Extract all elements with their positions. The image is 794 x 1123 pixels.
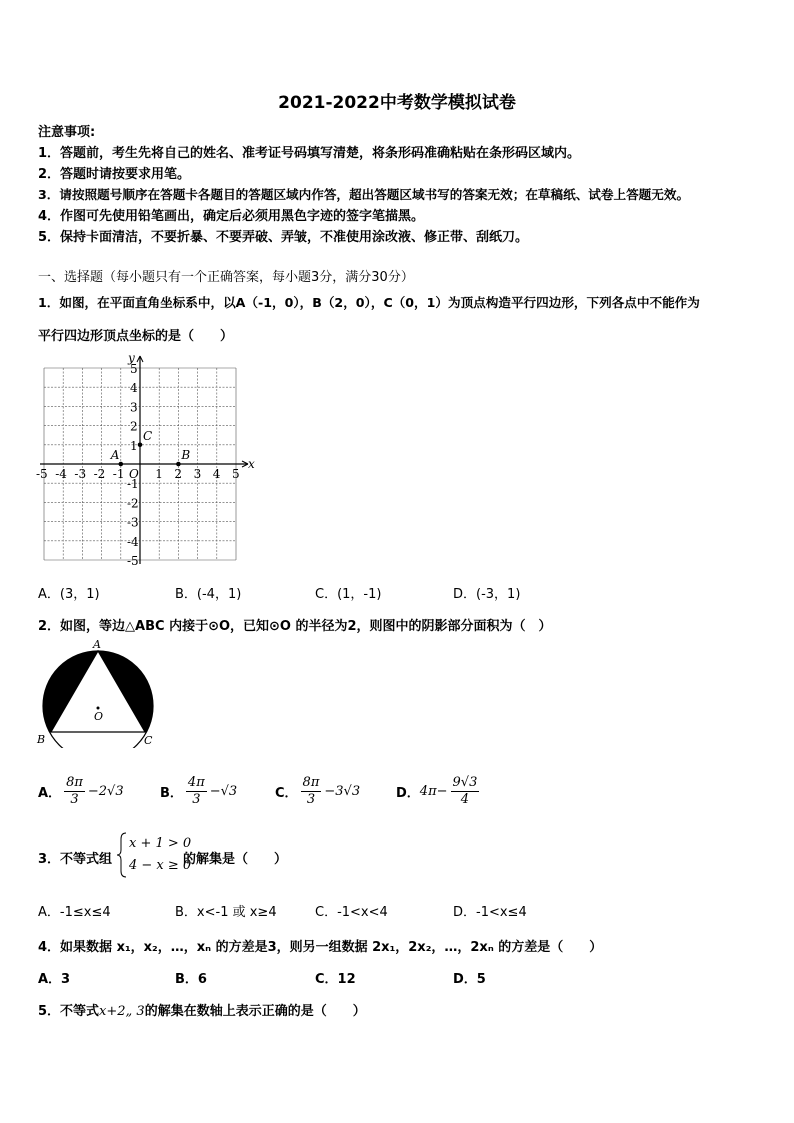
- q4-option-d[interactable]: D．5: [453, 972, 486, 987]
- x-tick-label: 1: [155, 467, 163, 481]
- question-3-suffix: 的解集是（ ）: [183, 852, 288, 867]
- inequality-expr: x+2„ 3: [99, 1004, 145, 1019]
- point-label-a: A: [110, 448, 120, 462]
- question-3-prefix: 3．不等式组: [38, 852, 113, 867]
- inequality-2: 4 − x ≥ 0: [129, 858, 192, 873]
- q3-option-a[interactable]: A．-1≤x≤4: [38, 905, 111, 920]
- y-tick-label: -1: [127, 477, 139, 492]
- q4-option-c[interactable]: C．12: [315, 972, 356, 987]
- notice-heading: 注意事项:: [38, 125, 96, 140]
- q3-option-d[interactable]: D．-1<x≤4: [453, 905, 527, 920]
- question-2-text: 2．如图，等边△ABC 内接于⊙O，已知⊙O 的半径为2，则图中的阴影部分面积为（ ）: [38, 619, 552, 634]
- point-label-b: B: [181, 448, 191, 462]
- q3-option-c[interactable]: C．-1<x<4: [315, 905, 388, 920]
- x-tick-label: 4: [212, 467, 221, 481]
- y-tick-label: -4: [127, 534, 139, 549]
- label-a: A: [93, 638, 101, 651]
- q2-option-c[interactable]: C． $\frac{8\pi}{3}$ −3√3: [275, 775, 361, 807]
- label-c: C: [144, 734, 153, 747]
- y-tick-label: -3: [127, 515, 139, 530]
- y-tick-label: 4: [130, 381, 138, 396]
- section-heading: 一、选择题（每小题只有一个正确答案，每小题3分，满分30分）: [38, 270, 414, 285]
- point-a: [119, 462, 124, 467]
- q2-option-b[interactable]: B． $\frac{4\pi}{3}$ −√3: [160, 775, 238, 807]
- inequality-1: x + 1 > 0: [129, 836, 192, 851]
- x-tick-label: 5: [232, 467, 240, 481]
- question-1-text-cont: 平行四边形顶点坐标的是（ ）: [38, 329, 234, 344]
- origin-label: O: [129, 467, 139, 481]
- question-4-text: 4．如果数据 x₁，x₂，…，xₙ 的方差是3，则另一组数据 2x₁，2x₂，…，2xₙ 的方差是（ ）: [38, 940, 603, 955]
- label-b: B: [37, 733, 46, 746]
- x-tick-label: -2: [93, 467, 106, 481]
- y-tick-label: 2: [130, 419, 138, 434]
- y-axis-label: y: [128, 351, 135, 365]
- q4-option-a[interactable]: A．3: [38, 972, 71, 987]
- q1-option-c[interactable]: C．(1，-1): [315, 587, 382, 602]
- question-5-text: 5．不等式x+2„ 3的解集在数轴上表示正确的是（ ）: [38, 1004, 366, 1019]
- notice-item: 1．答题前，考生先将自己的姓名、准考证号码填写清楚，将条形码准确粘贴在条形码区域内。: [38, 146, 581, 161]
- notice-item: 5．保持卡面清洁，不要折暴、不要弄破、弄皱，不准使用涂改液、修正带、刮纸刀。: [38, 230, 529, 245]
- x-tick-label: -4: [55, 467, 67, 481]
- q2-option-a[interactable]: A． $\frac{8\pi}{3}$ −2√3: [38, 775, 124, 807]
- y-tick-label: -2: [127, 496, 139, 511]
- notice-item: 2．答题时请按要求用笔。: [38, 167, 191, 182]
- page-title: 2021-2022中考数学模拟试卷: [278, 93, 516, 113]
- q2-option-d[interactable]: D． 4π− $\frac{9√3}{4}$: [396, 775, 478, 807]
- question-1-text: 1．如图，在平面直角坐标系中，以A（-1，0），B（2，0），C（0，1）为顶点构造平行四边形，下列各点中不能作为: [38, 295, 700, 310]
- x-tick-label: 2: [174, 467, 183, 481]
- q1-option-a[interactable]: A．(3，1): [38, 587, 100, 602]
- coordinate-grid-figure: [30, 346, 260, 574]
- circle-triangle-figure: [34, 636, 164, 748]
- y-tick-label: 3: [130, 400, 138, 415]
- x-tick-label: -5: [36, 467, 48, 481]
- notice-item: 4．作图可先使用铅笔画出，确定后必须用黑色字迹的签字笔描黑。: [38, 209, 425, 224]
- q1-option-d[interactable]: D．(-3，1): [453, 587, 521, 602]
- point-c: [138, 443, 143, 448]
- q3-option-b[interactable]: B．x<-1 或 x≥4: [175, 905, 277, 920]
- q4-option-b[interactable]: B．6: [175, 972, 207, 987]
- y-tick-label: -5: [127, 554, 139, 568]
- y-tick-label: 1: [130, 438, 138, 453]
- x-tick-label: -3: [74, 467, 87, 481]
- brace-icon: [117, 832, 127, 878]
- point-b: [176, 462, 181, 467]
- notice-item: 3．请按照题号顺序在答题卡各题目的答题区域内作答，超出答题区域书写的答案无效；在草稿纸、试卷上答题无效。: [38, 187, 690, 202]
- x-axis-label: x: [248, 457, 255, 471]
- label-o: O: [94, 710, 104, 723]
- point-label-c: C: [143, 428, 153, 443]
- q1-option-b[interactable]: B．(-4，1): [175, 587, 242, 602]
- inequality-system: [117, 832, 191, 878]
- x-tick-label: -1: [112, 467, 125, 481]
- y-tick-label: 5: [130, 362, 138, 376]
- x-tick-label: 3: [193, 467, 202, 481]
